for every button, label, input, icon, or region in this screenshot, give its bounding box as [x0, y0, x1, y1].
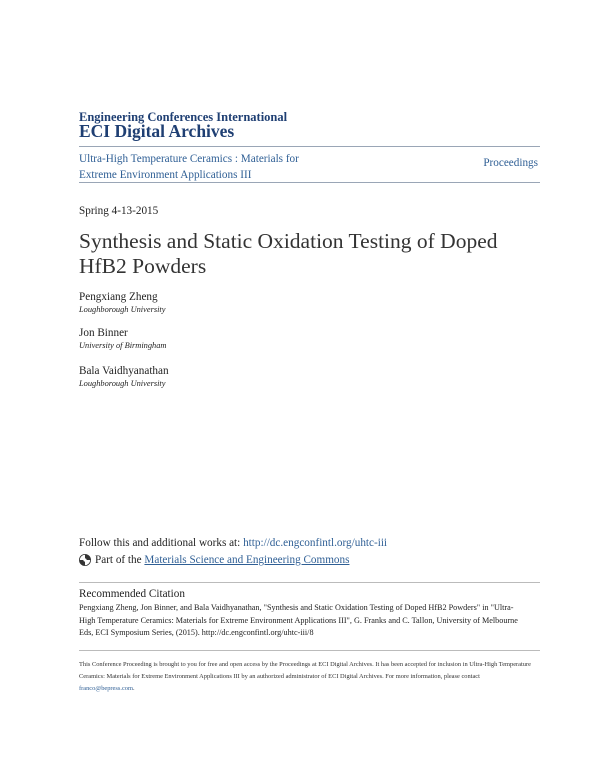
divider — [79, 146, 540, 147]
part-of-prefix: Part of the — [95, 554, 145, 566]
part-of-line — [79, 554, 349, 566]
publication-date: Spring 4-13-2015 — [79, 205, 159, 217]
divider — [79, 182, 540, 183]
author-name: Bala Vaidhyanathan — [79, 365, 169, 377]
discipline-commons-link[interactable]: Materials Science and Engineering Commons — [144, 554, 350, 566]
author-affiliation: Loughborough University — [79, 305, 166, 314]
recommended-citation-heading: Recommended Citation — [79, 588, 185, 600]
author-affiliation: University of Birmingham — [79, 341, 167, 350]
citation-text: Pengxiang Zheng, Jon Binner, and Bala Vaidhyanathan, "Synthesis and Static Oxidation Testing of Doped HfB2 Powders" in "Ultra-High Temperature Ceramics: Materials for Extreme Environment Applications III", G. Franks and C. Tallon, University of Melbourne Eds, ECI Symposium Series, (2015). http://dc.engconfintl.org/uhtc-iii/8 — [79, 603, 518, 638]
contact-email-link[interactable]: franco@bepress.com — [79, 685, 133, 692]
author-name: Jon Binner — [79, 327, 128, 339]
collection-link[interactable]: Ultra-High Temperature Ceramics : Materials for Extreme Environment Applications III — [79, 153, 299, 181]
author-affiliation: Loughborough University — [79, 379, 166, 388]
author-name: Pengxiang Zheng — [79, 291, 158, 303]
paper-title: Synthesis and Static Oxidation Testing of Doped HfB2 Powders — [79, 229, 498, 278]
access-notice — [79, 659, 531, 695]
follow-line — [79, 537, 387, 549]
archive-name[interactable]: ECI Digital Archives — [79, 121, 235, 141]
commons-network-icon — [79, 554, 91, 566]
notice-text: This Conference Proceeding is brought to you for free and open access by the Proceedings at ECI Digital Archives. It has been accepted for inclusion in Ultra-High Temperature Ceramics: Materials for Extreme Environment Applications III by an authorized administrator of ECI Digital Archives. For more information, please contact — [79, 661, 531, 680]
publisher-name[interactable]: Engineering Conferences International — [79, 110, 288, 124]
collection-url-link[interactable]: http://dc.engconfintl.org/uhtc-iii — [243, 537, 388, 549]
follow-text: Follow this and additional works at: — [79, 537, 244, 549]
notice-end: . — [132, 685, 135, 692]
proceedings-link[interactable]: Proceedings — [483, 157, 538, 169]
divider — [79, 582, 540, 583]
divider — [79, 650, 540, 651]
